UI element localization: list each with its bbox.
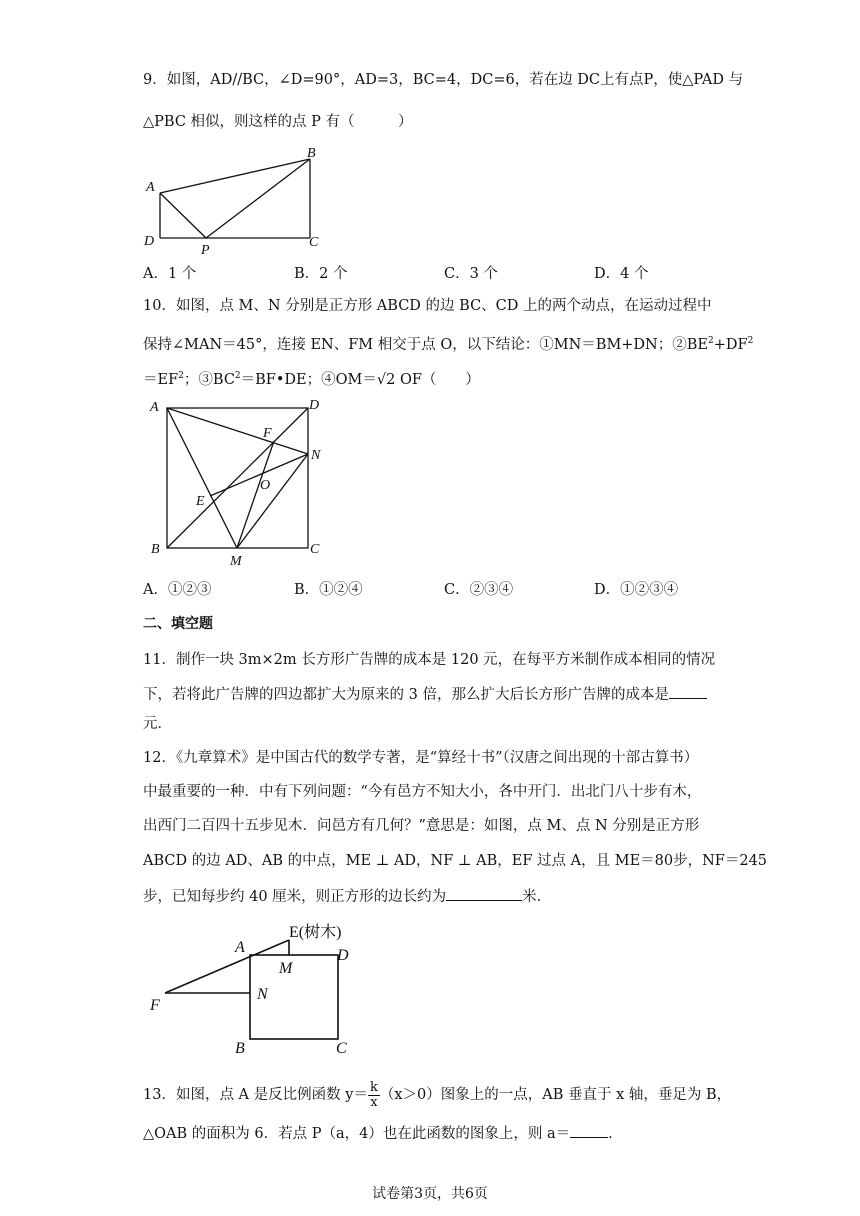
- q13-stem-line2: △OAB 的面积为 6．若点 P（a，4）也在此函数的图象上，则 a＝ ．: [143, 1123, 623, 1144]
- q10-option-c[interactable]: C．②③④: [444, 582, 514, 598]
- q10-stem-line2: 保持∠MAN＝45°，连接 EN、FM 相交于点 O，以下结论：①MN＝BM+DN；$②BE^2+DF^2$: [143, 336, 754, 353]
- q11-stem-line3: 元．: [143, 716, 172, 732]
- sqrt-two: √2: [376, 371, 396, 388]
- q13-stem-line1: 13．如图，点 A 是反比例函数 y＝ $\frac{k}{x}$ （x＞0）图象上的一点，AB 垂直于 x 轴，垂足为 B，: [143, 1079, 732, 1110]
- q13-answer-blank[interactable]: [570, 1123, 608, 1138]
- q10-stem-line3: $=EF^2$；$③BC^2=BF•DE$；④OM＝√2 OF（ ）: [143, 371, 480, 388]
- q12-label-d: D: [337, 947, 349, 964]
- q9-stem-line1: 9．如图，AD//BC，∠D=90°，AD=3，BC=4，DC=6，若在边 DC上有点P，使△PAD 与: [143, 72, 744, 88]
- q12-label-e-tree: E(树木): [289, 924, 342, 941]
- q10-label-m: M: [230, 554, 242, 569]
- q11-stem-line1: 11．制作一块 3m×2m 长方形广告牌的成本是 120 元，在每平方米制作成本相同的情况: [143, 652, 716, 668]
- q12-figure: [145, 915, 385, 1060]
- q10-label-o: O: [260, 478, 271, 493]
- q12-label-a: A: [235, 939, 245, 956]
- q9-option-a[interactable]: A．1 个: [143, 266, 197, 282]
- q12-answer-blank[interactable]: [446, 886, 522, 901]
- q10-label-f: F: [263, 426, 272, 441]
- q12-label-m: M: [279, 960, 293, 977]
- q10-option-b[interactable]: B．①②④: [294, 582, 363, 598]
- q12-label-c: C: [336, 1040, 347, 1057]
- q10-label-b: B: [151, 542, 160, 557]
- page-footer: 试卷第3页，共6页: [372, 1186, 488, 1202]
- q12-stem-line5: 步，已知每步约 40 厘米，则正方形的边长约为 米．: [143, 886, 551, 907]
- q11-answer-blank[interactable]: [669, 684, 707, 699]
- q10-label-d: D: [309, 398, 320, 413]
- section-heading-fill-blank: 二、填空题: [143, 616, 213, 632]
- q9-label-d: D: [144, 234, 155, 249]
- q10-label-e: E: [196, 494, 205, 509]
- q9-stem-line2: △PBC 相似，则这样的点 P 有（ ）: [143, 114, 413, 130]
- q10-label-c: C: [310, 542, 320, 557]
- q11-stem-line2: 下，若将此广告牌的四边都扩大为原来的 3 倍，那么扩大后长方形广告牌的成本是: [143, 684, 707, 705]
- q9-label-c: C: [309, 235, 319, 250]
- q12-stem-line4: ABCD 的边 AD、AB 的中点，ME ⊥ AD，NF ⊥ AB，EF 过点 A，且 ME＝80步，NF＝245: [143, 853, 768, 869]
- q12-stem-line3: 出西门二百四十五步见木．问邑方有几何？”意思是：如图，点 M、点 N 分别是正方形: [143, 818, 700, 834]
- q9-label-p: P: [201, 243, 210, 258]
- q9-option-c[interactable]: C．3 个: [444, 266, 498, 282]
- q9-option-d[interactable]: D．4 个: [594, 266, 649, 282]
- q10-option-a[interactable]: A．①②③: [143, 582, 212, 598]
- fraction-k-over-x: $\frac{k}{x}$: [369, 1079, 378, 1110]
- q10-option-d[interactable]: D．①②③④: [594, 582, 679, 598]
- q10-figure: [140, 392, 340, 572]
- q12-stem-line2: 中最重要的一种．中有下列问题：“今有邑方不知大小，各中开门．出北门八十步有木，: [143, 784, 702, 800]
- q9-label-b: B: [307, 146, 316, 161]
- q10-label-a: A: [150, 400, 159, 415]
- q12-label-b: B: [235, 1040, 245, 1057]
- q12-label-n: N: [257, 986, 268, 1003]
- q10-label-n: N: [311, 448, 321, 463]
- q9-label-a: A: [146, 180, 155, 195]
- q9-figure: [140, 142, 340, 257]
- q9-option-b[interactable]: B．2 个: [294, 266, 348, 282]
- q12-label-f: F: [150, 997, 160, 1014]
- q12-stem-line1: 12．《九章算术》是中国古代的数学专著，是“算经十书”（汉唐之间出现的十部古算书）: [143, 750, 699, 766]
- q10-stem-line1: 10．如图，点 M、N 分别是正方形 ABCD 的边 BC、CD 上的两个动点，在运动过程中: [143, 298, 712, 314]
